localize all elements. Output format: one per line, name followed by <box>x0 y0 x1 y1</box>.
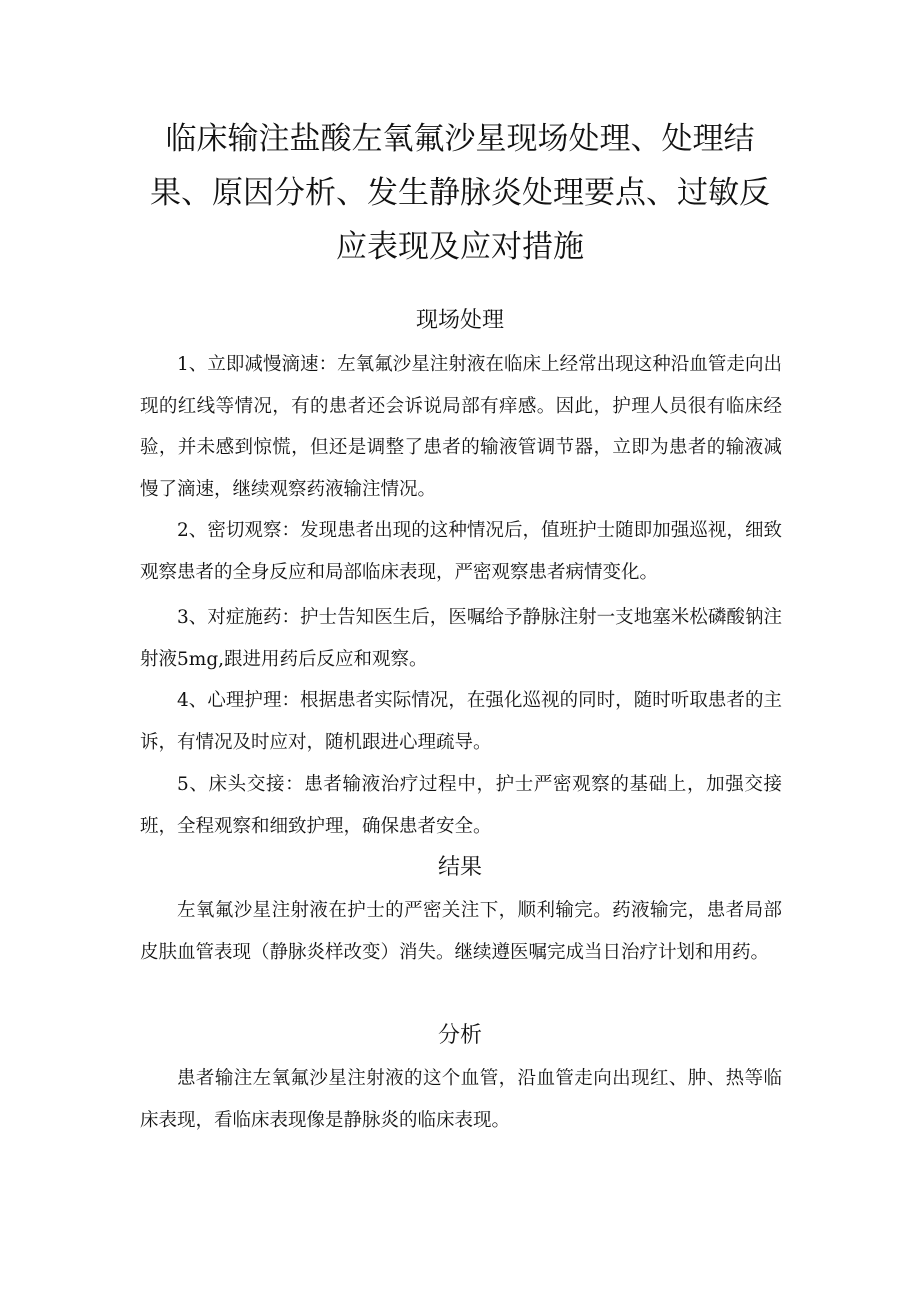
section-heading-onsite: 现场处理 <box>415 308 504 333</box>
paragraph-onsite-4: 4、心理护理：根据患者实际情况，在强化巡视的同时，随时听取患者的主诉，有情况及时应对，随机跟进心理疏导。 <box>140 690 782 753</box>
paragraph-result-1: 左氧氟沙星注射液在护士的严密关注下，顺利输完。药液输完，患者局部皮肤血管表现（静脉炎样改变）消失。继续遵医嘱完成当日治疗计划和用药。 <box>140 900 782 963</box>
paragraph-analysis-1: 患者输注左氧氟沙星注射液的这个血管，沿血管走向出现红、肿、热等临床表现，看临床表现像是静脉炎的临床表现。 <box>140 1068 782 1131</box>
paragraph-onsite-3: 3、对症施药：护士告知医生后，医嘱给予静脉注射一支地塞米松磷酸钠注射液5mg,跟进用药后反应和观察。 <box>140 607 782 670</box>
paragraph-onsite-2: 2、密切观察：发现患者出现的这种情况后，值班护士随即加强巡视，细致观察患者的全身反应和局部临床表现，严密观察患者病情变化。 <box>140 520 782 583</box>
paragraph-onsite-1: 1、立即减慢滴速：左氧氟沙星注射液在临床上经常出现这种沿血管走向出现的红线等情况，有的患者还会诉说局部有痒感。因此，护理人员很有临床经验，并未感到惊慌，但还是调整了患者的输液管调节器，立即为患者的输液减慢了滴速，继续观察药液输注情况。 <box>140 354 782 500</box>
paragraph-onsite-5: 5、床头交接：患者输液治疗过程中，护士严密观察的基础上，加强交接班，全程观察和细致护理，确保患者安全。 <box>140 774 782 837</box>
section-heading-analysis: 分析 <box>437 1023 482 1048</box>
section-heading-result: 结果 <box>437 855 482 880</box>
document-title: 临床输注盐酸左氧氟沙星现场处理、处理结果、原因分析、发生静脉炎处理要点、过敏反应表现及应对措施 <box>150 121 770 265</box>
